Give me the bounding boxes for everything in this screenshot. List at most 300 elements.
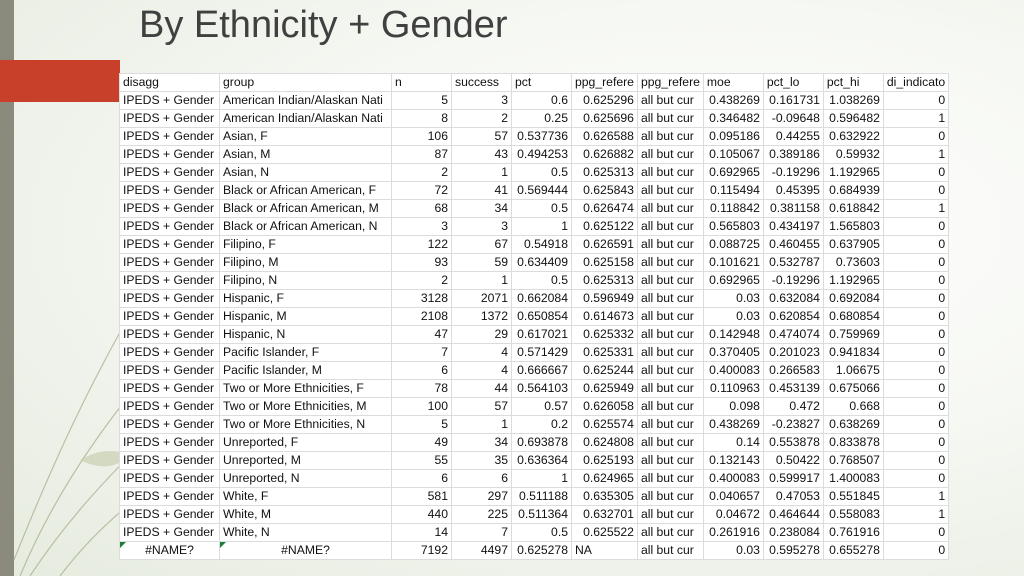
table-cell[interactable]: all but cur [637,326,703,344]
table-cell[interactable]: Two or More Ethnicities, M [220,398,392,416]
table-cell[interactable]: all but cur [637,146,703,164]
table-cell[interactable]: 34 [452,434,512,452]
table-cell[interactable]: 0.47053 [763,488,823,506]
table-cell[interactable]: Unreported, N [220,470,392,488]
table-cell[interactable]: 0.553878 [763,434,823,452]
table-cell[interactable]: 106 [392,128,452,146]
table-cell[interactable]: 0 [883,362,948,380]
table-cell[interactable]: Filipino, F [220,236,392,254]
table-cell[interactable]: 0.625331 [572,344,638,362]
table-cell[interactable]: 0.624808 [572,434,638,452]
table-cell[interactable]: IPEDS + Gender [120,506,220,524]
table-cell[interactable]: all but cur [637,110,703,128]
table-cell[interactable]: 0 [883,434,948,452]
table-cell[interactable]: 2 [392,164,452,182]
table-cell[interactable]: 2 [452,110,512,128]
table-cell[interactable]: IPEDS + Gender [120,434,220,452]
table-cell[interactable]: 1 [452,272,512,290]
table-cell[interactable]: 0.45395 [763,182,823,200]
table-cell[interactable]: 122 [392,236,452,254]
table-cell[interactable]: 87 [392,146,452,164]
table-cell[interactable]: 0.637905 [823,236,883,254]
table-cell[interactable]: 0.132143 [703,452,763,470]
table-cell[interactable]: 0.650854 [512,308,572,326]
column-header[interactable]: disagg [120,74,220,92]
table-cell[interactable]: 7192 [392,542,452,560]
table-cell[interactable]: 0.636364 [512,452,572,470]
table-cell[interactable]: 0.625522 [572,524,638,542]
table-cell[interactable]: 0.625278 [512,542,572,560]
table-cell[interactable]: 0.105067 [703,146,763,164]
table-cell[interactable]: 0 [883,218,948,236]
table-cell[interactable]: 0.537736 [512,128,572,146]
table-cell[interactable]: 0.5 [512,200,572,218]
table-cell[interactable]: 0.095186 [703,128,763,146]
table-cell[interactable]: 0.381158 [763,200,823,218]
table-cell[interactable]: 0.941834 [823,344,883,362]
table-cell[interactable]: IPEDS + Gender [120,272,220,290]
table-cell[interactable]: 6 [392,362,452,380]
table-cell[interactable]: Hispanic, M [220,308,392,326]
table-cell[interactable]: 1 [512,470,572,488]
table-cell[interactable]: Asian, F [220,128,392,146]
table-cell[interactable]: all but cur [637,452,703,470]
table-cell[interactable]: Black or African American, M [220,200,392,218]
table-cell[interactable]: 35 [452,452,512,470]
table-cell[interactable]: 0.14 [703,434,763,452]
table-cell[interactable]: IPEDS + Gender [120,344,220,362]
table-cell[interactable]: 59 [452,254,512,272]
table-cell[interactable]: all but cur [637,434,703,452]
table-cell[interactable]: 297 [452,488,512,506]
table-cell[interactable]: 0.624965 [572,470,638,488]
table-cell[interactable]: 0.625244 [572,362,638,380]
table-cell[interactable]: IPEDS + Gender [120,488,220,506]
table-cell[interactable]: 0.474074 [763,326,823,344]
table-cell[interactable]: 0.389186 [763,146,823,164]
table-cell[interactable]: 0.511364 [512,506,572,524]
table-cell[interactable]: 0.596949 [572,290,638,308]
table-cell[interactable]: all but cur [637,524,703,542]
table-cell[interactable]: 49 [392,434,452,452]
table-cell[interactable]: Asian, M [220,146,392,164]
table-cell[interactable]: 2 [392,272,452,290]
table-cell[interactable]: 55 [392,452,452,470]
table-cell[interactable]: Two or More Ethnicities, F [220,380,392,398]
table-cell[interactable]: 0 [883,452,948,470]
table-cell[interactable]: 44 [452,380,512,398]
table-cell[interactable]: 4497 [452,542,512,560]
table-cell[interactable]: Unreported, F [220,434,392,452]
column-header[interactable]: n [392,74,452,92]
table-cell[interactable]: 0.434197 [763,218,823,236]
table-cell[interactable]: 1 [883,110,948,128]
table-cell[interactable]: all but cur [637,272,703,290]
table-cell[interactable]: White, N [220,524,392,542]
table-cell[interactable]: 0.110963 [703,380,763,398]
table-cell[interactable]: 0 [883,416,948,434]
table-cell[interactable]: IPEDS + Gender [120,146,220,164]
table-cell[interactable]: 0.626058 [572,398,638,416]
table-cell[interactable]: 2071 [452,290,512,308]
table-cell[interactable]: Black or African American, N [220,218,392,236]
table-cell[interactable]: IPEDS + Gender [120,452,220,470]
table-cell[interactable]: 0.73603 [823,254,883,272]
table-cell[interactable]: 0 [883,272,948,290]
table-cell[interactable]: 0.6 [512,92,572,110]
table-cell[interactable]: Asian, N [220,164,392,182]
table-cell[interactable]: 0.5 [512,272,572,290]
table-cell[interactable]: 0.635305 [572,488,638,506]
table-cell[interactable]: Filipino, M [220,254,392,272]
table-cell[interactable]: 0.614673 [572,308,638,326]
table-cell[interactable]: IPEDS + Gender [120,380,220,398]
table-cell[interactable]: all but cur [637,182,703,200]
table-cell[interactable]: IPEDS + Gender [120,290,220,308]
table-cell[interactable]: IPEDS + Gender [120,182,220,200]
table-cell[interactable]: 0.655278 [823,542,883,560]
table-cell[interactable]: IPEDS + Gender [120,362,220,380]
table-cell[interactable]: 0 [883,524,948,542]
table-cell[interactable]: 0.692965 [703,272,763,290]
table-cell[interactable]: 0.759969 [823,326,883,344]
table-cell[interactable]: 1.400083 [823,470,883,488]
table-cell[interactable]: 1 [883,200,948,218]
table-cell[interactable]: White, F [220,488,392,506]
table-cell[interactable]: all but cur [637,470,703,488]
column-header[interactable]: ppg_refere [637,74,703,92]
table-cell[interactable]: 0.565803 [703,218,763,236]
table-cell[interactable]: 0.693878 [512,434,572,452]
table-cell[interactable]: 0.03 [703,308,763,326]
table-cell[interactable]: IPEDS + Gender [120,470,220,488]
slide-title: By Ethnicity + Gender [139,4,508,46]
table-cell[interactable]: 100 [392,398,452,416]
table-cell[interactable]: 43 [452,146,512,164]
table-cell[interactable]: 0 [883,290,948,308]
table-cell[interactable]: 1.192965 [823,272,883,290]
table-cell[interactable]: NA [572,542,638,560]
table-cell[interactable]: all but cur [637,218,703,236]
table-cell[interactable]: 0.040657 [703,488,763,506]
table-cell[interactable]: 1 [452,164,512,182]
table-cell[interactable]: 68 [392,200,452,218]
table-cell[interactable]: 2108 [392,308,452,326]
table-cell[interactable]: 1.038269 [823,92,883,110]
table-cell[interactable]: 0.261916 [703,524,763,542]
table-cell[interactable]: -0.19296 [763,164,823,182]
table-cell[interactable]: 0 [883,542,948,560]
table-cell[interactable]: -0.19296 [763,272,823,290]
table-cell[interactable]: 0.57 [512,398,572,416]
table-cell[interactable]: 0.625843 [572,182,638,200]
table-cell[interactable]: 0.532787 [763,254,823,272]
table-cell[interactable]: 0.511188 [512,488,572,506]
table-cell[interactable]: 0 [883,308,948,326]
table-cell[interactable]: 1.192965 [823,164,883,182]
table-cell[interactable]: American Indian/Alaskan Nati [220,110,392,128]
table-cell[interactable]: 0.2 [512,416,572,434]
table-cell[interactable]: 0.625332 [572,326,638,344]
table-cell[interactable]: all but cur [637,344,703,362]
table-cell[interactable]: all but cur [637,236,703,254]
table-cell[interactable]: 0.596482 [823,110,883,128]
table-cell[interactable]: 0.238084 [763,524,823,542]
table-cell[interactable]: White, M [220,506,392,524]
table-cell[interactable]: 78 [392,380,452,398]
table-cell[interactable]: 0.620854 [763,308,823,326]
table-cell[interactable]: -0.09648 [763,110,823,128]
table-cell[interactable]: 0.625696 [572,110,638,128]
table-cell[interactable]: 0.675066 [823,380,883,398]
table-cell[interactable]: 0.04672 [703,506,763,524]
table-cell[interactable]: 0.625574 [572,416,638,434]
table-cell[interactable]: all but cur [637,398,703,416]
table-cell[interactable]: Two or More Ethnicities, N [220,416,392,434]
table-cell[interactable]: IPEDS + Gender [120,200,220,218]
table-cell[interactable]: 0.599917 [763,470,823,488]
table-cell[interactable]: 0.54918 [512,236,572,254]
table-cell[interactable]: 0.768507 [823,452,883,470]
table-cell[interactable]: Unreported, M [220,452,392,470]
table-cell[interactable]: all but cur [637,488,703,506]
table-cell[interactable]: 0.161731 [763,92,823,110]
table-cell[interactable]: 0.625296 [572,92,638,110]
table-cell[interactable]: 0.142948 [703,326,763,344]
table-cell[interactable]: all but cur [637,308,703,326]
table-cell[interactable]: 0.25 [512,110,572,128]
table-cell[interactable]: 0.595278 [763,542,823,560]
table-cell[interactable]: 0 [883,380,948,398]
table-cell[interactable]: 0.833878 [823,434,883,452]
table-cell[interactable]: IPEDS + Gender [120,326,220,344]
table-cell[interactable]: 0.44255 [763,128,823,146]
column-header[interactable]: success [452,74,512,92]
table-cell[interactable]: all but cur [637,416,703,434]
table-cell[interactable]: IPEDS + Gender [120,398,220,416]
table-cell[interactable]: 1.06675 [823,362,883,380]
table-cell[interactable]: 67 [452,236,512,254]
table-cell[interactable]: IPEDS + Gender [120,218,220,236]
table-cell[interactable]: -0.23827 [763,416,823,434]
table-cell[interactable]: 0.03 [703,290,763,308]
table-cell[interactable]: 0.632084 [763,290,823,308]
column-header[interactable]: moe [703,74,763,92]
table-row [120,488,949,506]
table-cell[interactable]: 0.03 [703,542,763,560]
table-cell[interactable]: 1372 [452,308,512,326]
table-cell[interactable]: 0.59932 [823,146,883,164]
table-cell[interactable]: 3128 [392,290,452,308]
table-cell[interactable]: 0.346482 [703,110,763,128]
table-cell[interactable]: 0.438269 [703,92,763,110]
table-cell[interactable]: 1.565803 [823,218,883,236]
table-cell[interactable]: 0.088725 [703,236,763,254]
table-cell[interactable]: 0.118842 [703,200,763,218]
table-cell[interactable]: 0.266583 [763,362,823,380]
table-cell[interactable]: 0.692965 [703,164,763,182]
table-cell[interactable]: 14 [392,524,452,542]
table-cell[interactable]: Black or African American, F [220,182,392,200]
table-cell[interactable]: 8 [392,110,452,128]
table-cell[interactable]: all but cur [637,506,703,524]
table-cell[interactable]: 0.692084 [823,290,883,308]
table-cell[interactable]: 0.098 [703,398,763,416]
table-cell[interactable]: IPEDS + Gender [120,236,220,254]
table-cell[interactable]: 0 [883,128,948,146]
table-cell[interactable]: 0.5 [512,164,572,182]
column-header[interactable]: group [220,74,392,92]
table-cell[interactable]: 0 [883,326,948,344]
table-cell[interactable]: American Indian/Alaskan Nati [220,92,392,110]
table-cell[interactable]: Hispanic, N [220,326,392,344]
table-cell[interactable]: 4 [452,344,512,362]
table-cell[interactable]: 72 [392,182,452,200]
table-cell[interactable] [120,542,220,560]
column-header[interactable]: ppg_refere [572,74,638,92]
table-cell[interactable]: 1 [883,488,948,506]
column-header[interactable]: di_indicato [883,74,948,92]
table-cell[interactable]: all but cur [637,200,703,218]
table-cell[interactable]: all but cur [637,380,703,398]
column-header[interactable]: pct [512,74,572,92]
table-cell[interactable]: 0 [883,470,948,488]
table-cell[interactable]: 5 [392,92,452,110]
table-cell[interactable]: 0.625949 [572,380,638,398]
table-cell[interactable]: 0 [883,182,948,200]
table-cell[interactable]: 0.50422 [763,452,823,470]
table-cell[interactable]: 0.626882 [572,146,638,164]
table-cell[interactable]: IPEDS + Gender [120,308,220,326]
table-cell[interactable]: all but cur [637,92,703,110]
table-cell[interactable]: all but cur [637,362,703,380]
table-cell[interactable]: 0.438269 [703,416,763,434]
table-cell[interactable]: 0.551845 [823,488,883,506]
table-cell[interactable]: 0.625313 [572,272,638,290]
table-cell[interactable]: 581 [392,488,452,506]
table-cell[interactable]: 0.626588 [572,128,638,146]
table-cell[interactable]: 0.558083 [823,506,883,524]
table-cell[interactable]: 0.564103 [512,380,572,398]
table-cell[interactable]: Filipino, N [220,272,392,290]
table-cell[interactable]: 0.625158 [572,254,638,272]
table-cell[interactable]: 0.453139 [763,380,823,398]
table-cell[interactable]: Pacific Islander, F [220,344,392,362]
table-cell[interactable]: 0.634409 [512,254,572,272]
table-cell[interactable]: 0.625122 [572,218,638,236]
table-cell[interactable]: 0.569444 [512,182,572,200]
table-cell[interactable]: 0.464644 [763,506,823,524]
table-cell[interactable]: 57 [452,398,512,416]
table-cell[interactable]: 57 [452,128,512,146]
table-cell[interactable]: IPEDS + Gender [120,110,220,128]
table-cell[interactable]: Hispanic, F [220,290,392,308]
table-cell[interactable]: 0.625193 [572,452,638,470]
table-cell[interactable]: 0.638269 [823,416,883,434]
table-cell[interactable]: IPEDS + Gender [120,128,220,146]
table-cell[interactable]: 0.668 [823,398,883,416]
table-cell[interactable]: 0.460455 [763,236,823,254]
table-cell[interactable]: 0.626474 [572,200,638,218]
table-cell[interactable]: 0.201023 [763,344,823,362]
table-cell[interactable]: IPEDS + Gender [120,524,220,542]
table-cell[interactable]: IPEDS + Gender [120,254,220,272]
table-cell[interactable]: 0.761916 [823,524,883,542]
table-cell[interactable]: 0.115494 [703,182,763,200]
table-cell[interactable]: 1 [883,506,948,524]
table-cell[interactable]: all but cur [637,254,703,272]
table-cell[interactable]: 0.632922 [823,128,883,146]
table-cell[interactable]: 0.370405 [703,344,763,362]
table-cell[interactable]: 47 [392,326,452,344]
table-cell[interactable]: 93 [392,254,452,272]
table-cell[interactable]: 29 [452,326,512,344]
table-cell[interactable]: IPEDS + Gender [120,416,220,434]
column-header[interactable]: pct_lo [763,74,823,92]
table-cell[interactable]: 225 [452,506,512,524]
table-cell[interactable]: 3 [392,218,452,236]
table-cell[interactable]: 0.101621 [703,254,763,272]
table-cell[interactable]: all but cur [637,290,703,308]
table-cell[interactable]: 7 [452,524,512,542]
table-cell[interactable]: IPEDS + Gender [120,92,220,110]
table-cell[interactable]: 0.494253 [512,146,572,164]
table-cell[interactable]: 0.400083 [703,362,763,380]
table-cell[interactable]: 0.617021 [512,326,572,344]
table-cell[interactable]: 0.666667 [512,362,572,380]
table-cell[interactable]: 4 [452,362,512,380]
table-cell[interactable]: 0 [883,254,948,272]
table-cell[interactable]: IPEDS + Gender [120,164,220,182]
table-cell[interactable]: 0.662084 [512,290,572,308]
table-cell[interactable]: 0 [883,398,948,416]
table-cell[interactable]: 0 [883,236,948,254]
table-cell[interactable]: 3 [452,218,512,236]
table-cell[interactable]: all but cur [637,128,703,146]
table-cell[interactable]: 0 [883,164,948,182]
table-cell[interactable]: 0.5 [512,524,572,542]
table-cell[interactable]: 0.618842 [823,200,883,218]
table-cell[interactable]: 1 [512,218,572,236]
table-cell[interactable]: 0.626591 [572,236,638,254]
table-cell[interactable]: 3 [452,92,512,110]
table-cell[interactable] [220,542,392,560]
table-cell[interactable]: 6 [392,470,452,488]
table-cell[interactable]: 41 [452,182,512,200]
table-cell[interactable]: 0.400083 [703,470,763,488]
table-cell[interactable]: 0.472 [763,398,823,416]
table-cell[interactable]: 5 [392,416,452,434]
table-cell[interactable]: 0.684939 [823,182,883,200]
table-cell[interactable]: 1 [883,146,948,164]
table-cell[interactable]: 0 [883,92,948,110]
table-cell[interactable]: Pacific Islander, M [220,362,392,380]
table-cell[interactable]: 0.571429 [512,344,572,362]
table-cell[interactable]: 0 [883,344,948,362]
table-cell[interactable]: all but cur [637,164,703,182]
table-cell[interactable]: 440 [392,506,452,524]
column-header[interactable]: pct_hi [823,74,883,92]
red-accent-tab [0,60,120,102]
table-cell[interactable]: 1 [452,416,512,434]
table-cell[interactable]: 7 [392,344,452,362]
table-cell[interactable]: 0.680854 [823,308,883,326]
table-cell[interactable]: 6 [452,470,512,488]
table-cell[interactable]: all but cur [637,542,703,560]
table-cell[interactable]: 34 [452,200,512,218]
table-cell[interactable]: 0.625313 [572,164,638,182]
table-cell[interactable]: 0.632701 [572,506,638,524]
